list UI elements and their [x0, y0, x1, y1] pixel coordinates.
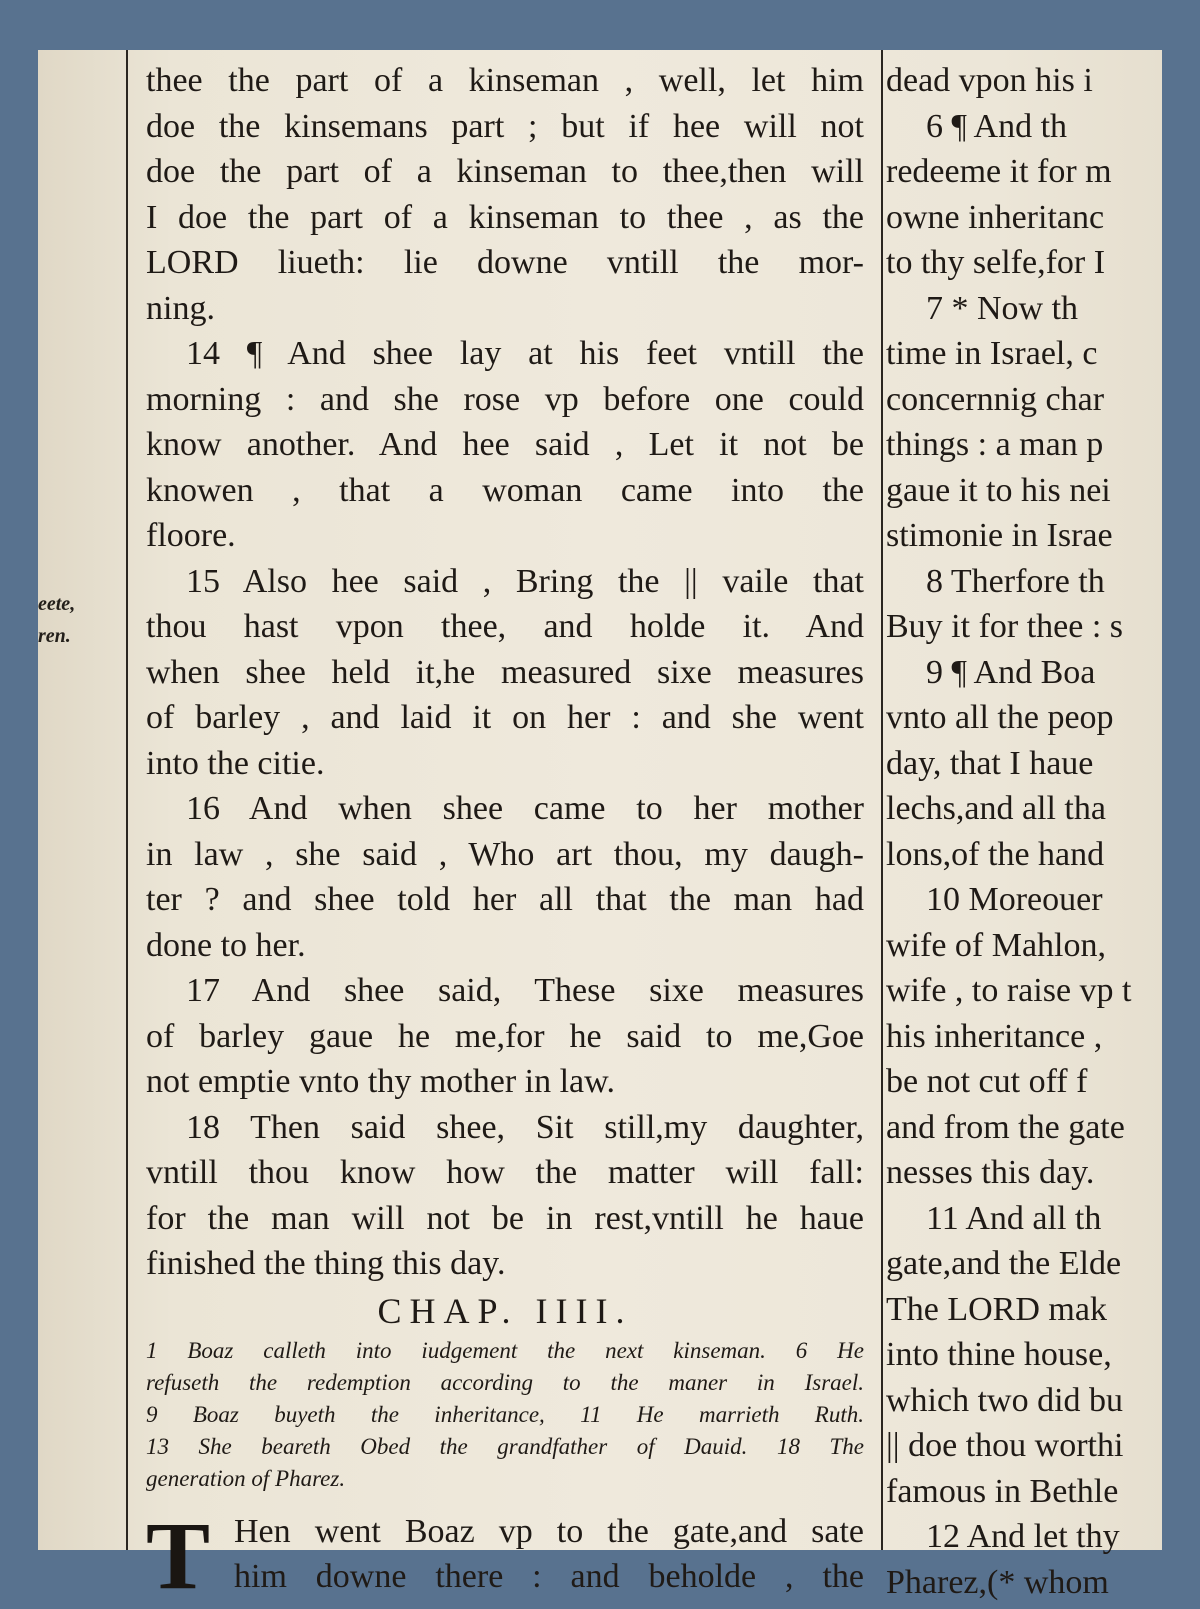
text-line: and from the gate	[886, 1108, 1125, 1146]
text-line: 8 Therfore th	[926, 562, 1105, 600]
text-line: owne inheritanc	[886, 198, 1105, 236]
text-line: knowen , that a woman came into the	[146, 471, 864, 509]
text-line: nesses this day.	[886, 1154, 1095, 1191]
text-line: 17 And shee said, These sixe measures	[186, 972, 864, 1009]
text-line: LORD liueth: lie downe vntill the mor-	[146, 244, 864, 281]
text-line: I doe the part of a kinseman to thee , as the	[146, 198, 864, 236]
text-line: refuseth the redemption according to the maner in Israel.	[146, 1369, 864, 1395]
text-line: || doe thou worthi	[886, 1427, 1124, 1464]
text-line: when shee held it,he measured sixe measures	[146, 653, 864, 691]
text-line: doe the part of a kinseman to thee,then will	[146, 153, 864, 190]
text-line: Pharez,(* whom	[886, 1563, 1109, 1601]
text-line: vnto all the peop	[886, 699, 1114, 736]
text-line: 16 And when shee came to her mother	[186, 790, 864, 827]
margin-note-line: ren.	[38, 625, 71, 647]
text-line: day, that I haue	[886, 744, 1094, 782]
text-line: which two did bu	[886, 1381, 1124, 1419]
text-line: Buy it for thee : s	[886, 608, 1124, 645]
text-line: 14 ¶ And shee lay at his feet vntill the	[186, 335, 864, 372]
text-line: morning : and she rose vp before one could	[146, 380, 864, 418]
text-line: lons,of the hand	[886, 835, 1105, 873]
text-line: 12 And let thy	[926, 1518, 1120, 1555]
opening-lines	[146, 1501, 864, 1609]
text-line: 7 * Now th	[926, 289, 1079, 327]
text-line: 1 Boaz calleth into iudgement the next kinseman. 6 He	[146, 1337, 864, 1363]
right-text-column	[886, 58, 1186, 1605]
text-line: generation of Pharez.	[146, 1465, 346, 1491]
text-line: Hen went Boaz vp to the gate,and sate	[234, 1512, 864, 1550]
text-line: lechs,and all tha	[886, 790, 1106, 827]
text-line: wife , to raise vp t	[886, 972, 1132, 1009]
text-line: into thine house,	[886, 1336, 1112, 1373]
text-line: things : a man p	[886, 426, 1104, 463]
right-verse-lines	[886, 58, 1186, 1605]
text-line: 10 Moreouer	[926, 881, 1103, 918]
drop-initial: T	[146, 1501, 211, 1609]
text-line: vntill thou know how the matter will fall:	[146, 1154, 864, 1191]
chapter-summary	[146, 1335, 864, 1495]
text-line: 13 She beareth Obed the grandfather of Dauid. 18 The	[146, 1433, 864, 1459]
text-line: famous in Bethle	[886, 1472, 1119, 1510]
main-text-column	[146, 58, 864, 1609]
text-line: know another. And hee said , Let it not be	[146, 426, 864, 463]
text-line: floore.	[146, 517, 236, 554]
text-line: finished the thing this day.	[146, 1245, 506, 1282]
text-line: gaue it to his nei	[886, 471, 1111, 509]
text-line: him downe there : and beholde , the	[234, 1558, 864, 1595]
text-line: 15 Also hee said , Bring the || vaile that	[186, 562, 864, 600]
text-line: dead vpon his i	[886, 62, 1093, 99]
text-line: 9 ¶ And Boa	[926, 653, 1096, 691]
text-line: not emptie vnto thy mother in law.	[146, 1063, 615, 1100]
chapter-opening	[146, 1501, 864, 1609]
margin-note	[38, 588, 98, 652]
left-column-rule	[126, 50, 128, 1550]
text-line: 18 Then said shee, Sit still,my daughter,	[186, 1108, 864, 1146]
text-line: of barley gaue he me,for he said to me,Goe	[146, 1017, 864, 1055]
text-line: 11 And all th	[926, 1199, 1102, 1237]
text-line: ter ? and shee told her all that the man had	[146, 881, 864, 918]
text-line: to thy selfe,for I	[886, 244, 1106, 281]
right-column-rule	[881, 50, 883, 1550]
text-line: doe the kinsemans part ; but if hee will not	[146, 107, 864, 145]
text-line: The LORD mak	[886, 1290, 1107, 1328]
text-line: be not cut off f	[886, 1063, 1088, 1100]
chapter-heading: CHAP. IIII.	[377, 1290, 633, 1331]
text-line: of barley , and laid it on her : and she went	[146, 699, 864, 736]
margin-note-line: eete,	[38, 593, 76, 615]
text-line: 6 ¶ And th	[926, 107, 1068, 145]
main-verse-lines	[146, 58, 864, 1287]
text-line: done to her.	[146, 926, 306, 964]
text-line: ning.	[146, 289, 215, 327]
text-line: wife of Mahlon,	[886, 926, 1107, 964]
text-line: stimonie in Israe	[886, 517, 1113, 554]
text-line: concernnig char	[886, 380, 1105, 418]
text-line: thou hast vpon thee, and holde it. And	[146, 608, 864, 645]
text-line: into the citie.	[146, 744, 325, 782]
text-line: for the man will not be in rest,vntill he haue	[146, 1199, 864, 1237]
text-line: 9 Boaz buyeth the inheritance, 11 He marrieth Ruth.	[146, 1401, 864, 1427]
text-line: gate,and the Elde	[886, 1245, 1122, 1282]
text-line: thee the part of a kinseman , well, let him	[146, 62, 864, 99]
text-line: his inheritance ,	[886, 1017, 1103, 1055]
text-line: in law , she said , Who art thou, my daugh-	[146, 835, 864, 873]
text-line: redeeme it for m	[886, 153, 1112, 190]
scanned-page	[38, 50, 1162, 1609]
text-line: time in Israel, c	[886, 335, 1098, 372]
